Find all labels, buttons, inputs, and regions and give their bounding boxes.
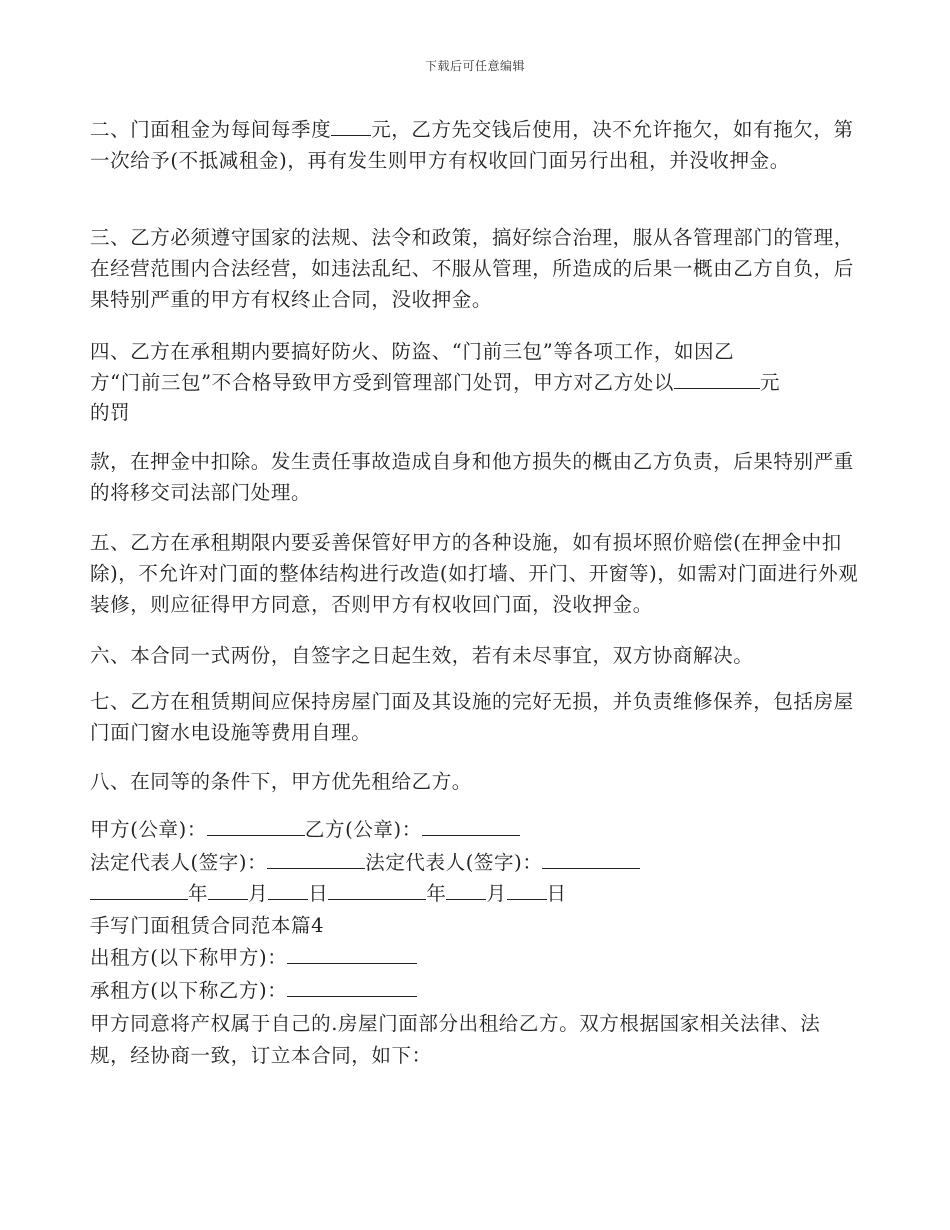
year-b-blank <box>328 881 426 900</box>
page-header: 下载后可任意编辑 <box>424 59 525 73</box>
rep-a-label: 法定代表人(签字)： <box>90 851 268 874</box>
lessor-line <box>90 943 870 973</box>
clause-8: 八、在同等的条件下，甲方优先租给乙方。 <box>90 770 472 793</box>
lessor-label: 出租方(以下称甲方)： <box>90 946 288 969</box>
year-a-label: 年 <box>188 882 209 905</box>
party-a-blank <box>207 817 305 836</box>
clause-7: 七、乙方在租赁期间应保持房屋门面及其设施的完好无损，并负责维修保养，包括房屋门面门窗水电设施等费用自理。 <box>90 690 854 744</box>
fine-amount-blank <box>674 370 760 389</box>
lessee-blank <box>287 978 417 997</box>
month-a-label: 月 <box>248 882 269 905</box>
section-title: 手写门面租赁合同范本篇4 <box>90 914 325 937</box>
clause-4-continued: 款，在押金中扣除。发生责任事故造成自身和他方损失的概由乙方负责，后果特别严重的将移交司法部门处理。 <box>90 450 854 504</box>
day-b-label: 日 <box>546 882 567 905</box>
rep-a-blank <box>267 850 365 869</box>
clause-2 <box>90 114 860 176</box>
lessor-blank <box>287 945 417 964</box>
month-b-label: 月 <box>486 882 507 905</box>
month-b-blank <box>446 881 486 900</box>
party-a-label: 甲方(公章)： <box>90 818 207 841</box>
rep-b-blank <box>542 850 640 869</box>
clause-4-text-b: 元 <box>759 371 781 394</box>
rent-amount-blank <box>331 117 371 136</box>
rep-b-label: 法定代表人(签字)： <box>365 851 543 874</box>
lessee-label: 承租方(以下称乙方)： <box>90 979 288 1002</box>
clause-4-line-3: 的罚 <box>90 401 131 424</box>
lessee-line <box>90 976 870 1006</box>
clause-6: 六、本合同一式两份，自签字之日起生效，若有未尽事宜，双方协商解决。 <box>90 644 754 667</box>
party-b-blank <box>422 817 520 836</box>
day-a-blank <box>268 881 308 900</box>
clause-4-line-2 <box>90 368 870 398</box>
day-a-label: 日 <box>308 882 329 905</box>
month-a-blank <box>208 881 248 900</box>
year-a-blank <box>90 881 188 900</box>
clause-3: 三、乙方必须遵守国家的法规、法令和政策，搞好综合治理，服从各管理部门的管理，在经营范围内合法经营，如违法乱纪、不服从管理，所造成的后果一概由乙方自负，后果特别严重的甲方有权终止合同，没收押金。 <box>90 226 854 311</box>
day-b-blank <box>507 881 547 900</box>
year-b-label: 年 <box>426 882 447 905</box>
clause-4-text-a: 方“门前三包”不合格导致甲方受到管理部门处罚，甲方对乙方处以 <box>90 371 674 394</box>
signature-dates <box>90 879 870 909</box>
clause-2-text-b: 元，乙方先交钱后使用，决不允许拖欠，如有拖欠，第一次给予(不抵减租金)，再有发生则甲方有权收回门面另行出租，并没收押金。 <box>90 118 854 172</box>
signature-parties <box>90 815 870 845</box>
signature-representatives <box>90 848 870 878</box>
party-b-label: 乙方(公章)： <box>304 818 422 841</box>
clause-5: 五、乙方在承租期限内要妥善保管好甲方的各种设施，如有损坏照价赔偿(在押金中扣除)，不允许对门面的整体结构进行改造(如打墙、开门、开窗等)，如需对门面进行外观装修，则应征得甲方同意，否则甲方有权收回门面，没收押金。 <box>90 531 859 616</box>
clause-2-text-a: 二、门面租金为每间每季度 <box>90 118 332 141</box>
section-intro: 甲方同意将产权属于自己的.房屋门面部分出租给乙方。双方根据国家相关法律、法规，经协商一致，订立本合同，如下： <box>90 1012 821 1067</box>
clause-4-line-1: 四、乙方在承租期内要搞好防火、防盗、“门前三包”等各项工作，如因乙 <box>90 340 735 363</box>
